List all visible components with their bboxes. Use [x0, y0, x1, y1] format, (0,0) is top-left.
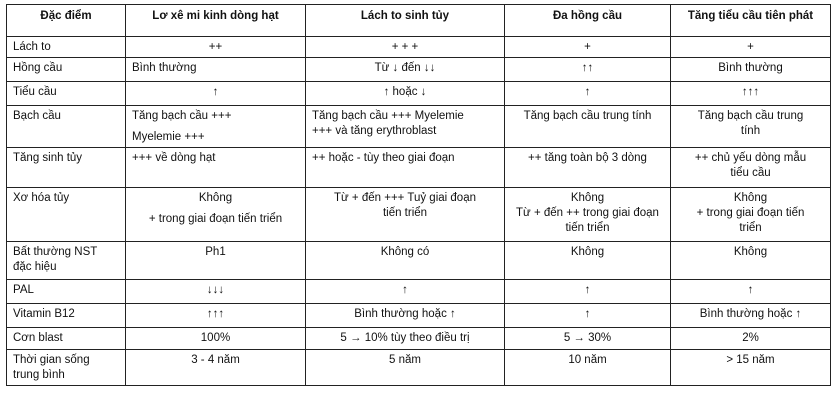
cell-polycythemia: ++ tăng toàn bộ 3 dòng — [505, 148, 671, 188]
header-cml: Lơ xê mi kinh dòng hạt — [126, 5, 306, 37]
table-row — [7, 350, 831, 386]
cell-cml: 3 - 4 năm — [126, 350, 306, 386]
cell-cml: Tăng bạch cầu +++ Myelemie +++ — [126, 106, 306, 148]
row-label: Hồng cầu — [7, 58, 126, 82]
cell-cml: ++ — [126, 37, 306, 58]
cell-polycythemia: + — [505, 37, 671, 58]
cell-polycythemia: ↑ — [505, 82, 671, 106]
comparison-table — [6, 4, 831, 386]
table-row — [7, 304, 831, 328]
cell-myelofibrosis: ++ hoặc - tùy theo giai đoạn — [306, 148, 505, 188]
row-label: Cơn blast — [7, 328, 126, 350]
cell-myelofibrosis: + + + — [306, 37, 505, 58]
cell-polycythemia: 10 năm — [505, 350, 671, 386]
cell-thrombocythemia: Tăng bạch cầu trung tính — [671, 106, 831, 148]
cell-myelofibrosis: 5 năm — [306, 350, 505, 386]
row-label: Lách to — [7, 37, 126, 58]
cell-thrombocythemia: Không + trong giai đoạn tiến triển — [671, 188, 831, 242]
cell-polycythemia: Tăng bạch cầu trung tính — [505, 106, 671, 148]
cell-myelofibrosis: Từ ↓ đến ↓↓ — [306, 58, 505, 82]
header-thrombocythemia: Tăng tiểu cầu tiên phát — [671, 5, 831, 37]
row-label: PAL — [7, 280, 126, 304]
cell-myelofibrosis: Bình thường hoặc ↑ — [306, 304, 505, 328]
cell-cml: Bình thường — [126, 58, 306, 82]
cell-myelofibrosis: ↑ — [306, 280, 505, 304]
cell-polycythemia: 5 → 30% — [505, 328, 671, 350]
cell-cml: ↑↑↑ — [126, 304, 306, 328]
table-row — [7, 148, 831, 188]
cell-myelofibrosis: Tăng bạch cầu +++ Myelemie +++ và tăng erythroblast — [306, 106, 505, 148]
table-row — [7, 58, 831, 82]
cell-thrombocythemia: ↑ — [671, 280, 831, 304]
row-label: Thời gian sống trung bình — [7, 350, 126, 386]
header-feature: Đặc điểm — [7, 5, 126, 37]
cell-thrombocythemia: Không — [671, 242, 831, 280]
cell-polycythemia: Không — [505, 242, 671, 280]
row-label: Tăng sinh tủy — [7, 148, 126, 188]
row-label: Xơ hóa tủy — [7, 188, 126, 242]
cell-myelofibrosis: 5 → 10% tùy theo điều trị — [306, 328, 505, 350]
row-label: Vitamin B12 — [7, 304, 126, 328]
row-label: Tiểu cầu — [7, 82, 126, 106]
cell-polycythemia: ↑ — [505, 280, 671, 304]
cell-cml: Không + trong giai đoạn tiến triển — [126, 188, 306, 242]
header-polycythemia: Đa hồng cầu — [505, 5, 671, 37]
cell-thrombocythemia: ↑↑↑ — [671, 82, 831, 106]
cell-myelofibrosis: ↑ hoặc ↓ — [306, 82, 505, 106]
table-row — [7, 280, 831, 304]
cell-myelofibrosis: Từ + đến +++ Tuỷ giai đoạn tiến triển — [306, 188, 505, 242]
row-label: Bất thường NST đặc hiệu — [7, 242, 126, 280]
header-row — [7, 5, 831, 37]
table-row — [7, 37, 831, 58]
cell-cml: Ph1 — [126, 242, 306, 280]
cell-thrombocythemia: ++ chủ yếu dòng mẫu tiểu cầu — [671, 148, 831, 188]
cell-myelofibrosis: Không có — [306, 242, 505, 280]
table-row — [7, 242, 831, 280]
cell-thrombocythemia: 2% — [671, 328, 831, 350]
cell-cml: +++ về dòng hạt — [126, 148, 306, 188]
cell-polycythemia: ↑↑ — [505, 58, 671, 82]
header-myelofibrosis: Lách to sinh tủy — [306, 5, 505, 37]
comparison-table-container — [6, 4, 831, 386]
cell-cml: ↓↓↓ — [126, 280, 306, 304]
table-row — [7, 106, 831, 148]
row-label: Bạch cầu — [7, 106, 126, 148]
cell-polycythemia: Không Từ + đến ++ trong giai đoạn tiến triển — [505, 188, 671, 242]
cell-cml: ↑ — [126, 82, 306, 106]
table-row — [7, 328, 831, 350]
table-row — [7, 188, 831, 242]
cell-thrombocythemia: Bình thường hoặc ↑ — [671, 304, 831, 328]
cell-thrombocythemia: + — [671, 37, 831, 58]
cell-thrombocythemia: > 15 năm — [671, 350, 831, 386]
cell-cml: 100% — [126, 328, 306, 350]
table-row — [7, 82, 831, 106]
cell-polycythemia: ↑ — [505, 304, 671, 328]
cell-thrombocythemia: Bình thường — [671, 58, 831, 82]
